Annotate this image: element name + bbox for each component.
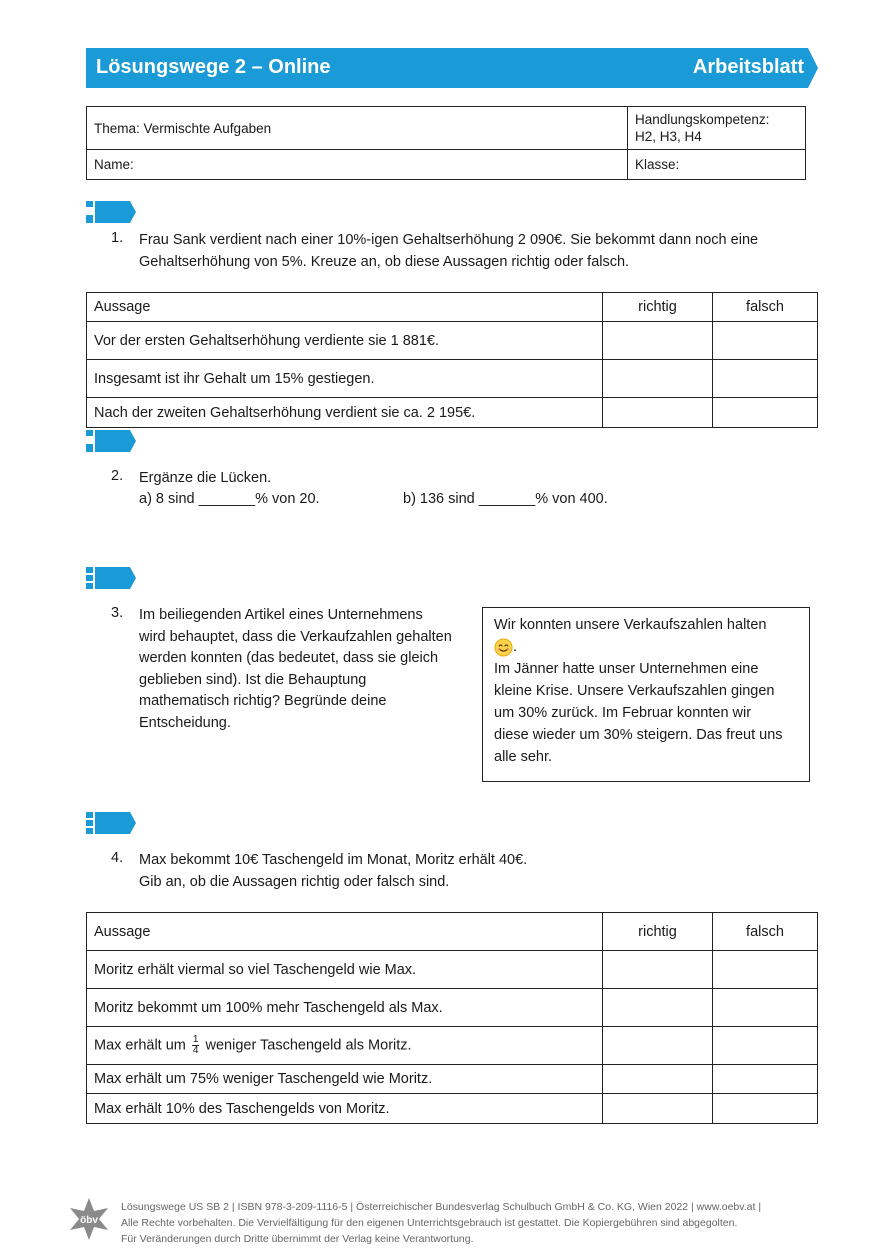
task-2-part-b: b) 136 sind _______% von 400. [403, 491, 608, 507]
name-field[interactable]: Name: [87, 150, 628, 180]
info-table [86, 106, 806, 180]
article-box [482, 607, 810, 782]
footer-legal [121, 1199, 761, 1247]
smiley-icon [494, 638, 513, 657]
competence-cell [628, 107, 806, 150]
task-1-line: Gehaltserhöhung von 5%. Kreuze an, ob diese Aussagen richtig oder falsch. [139, 253, 630, 270]
false-checkbox[interactable] [713, 398, 818, 428]
logo-text: öbv [80, 1215, 98, 1226]
false-checkbox[interactable] [713, 1094, 818, 1124]
statement-cell: Max erhält 10% des Taschengelds von Moritz. [87, 1094, 603, 1124]
true-checkbox[interactable] [603, 322, 713, 360]
statement-cell-fraction [87, 1027, 603, 1065]
task-3-number: 3. [111, 605, 124, 621]
table-header-false: falsch [713, 913, 818, 951]
statement-cell: Vor der ersten Gehaltserhöhung verdiente sie 1 881€. [87, 322, 603, 360]
table-header-statement: Aussage [87, 913, 603, 951]
task-1-text [139, 230, 758, 273]
false-checkbox[interactable] [713, 322, 818, 360]
statement-cell: Moritz erhält viermal so viel Taschengeld wie Max. [87, 951, 603, 989]
competence-values: H2, H3, H4 [635, 129, 702, 144]
fraction-numerator: 1 [192, 1034, 199, 1045]
false-checkbox[interactable] [713, 989, 818, 1027]
task-4-number: 4. [111, 850, 124, 866]
table-header-false: falsch [713, 293, 818, 322]
statement-cell: Insgesamt ist ihr Gehalt um 15% gestiegen. [87, 360, 603, 398]
table-header-true: richtig [603, 913, 713, 951]
article-line: alle sehr. [494, 749, 553, 765]
task-3-line: wird behauptet, dass die Verkaufzahlen gehalten [139, 628, 452, 645]
fraction-one-quarter [192, 1035, 200, 1056]
task-2-number: 2. [111, 468, 124, 484]
task-2-text: Ergänze die Lücken. [139, 470, 272, 486]
level-1-marker-icon [86, 201, 136, 223]
true-checkbox[interactable] [603, 989, 713, 1027]
task-3-text [139, 605, 452, 734]
true-checkbox[interactable] [603, 1065, 713, 1094]
document-title: Lösungswege 2 – Online [96, 56, 331, 78]
topic-cell: Thema: Vermischte Aufgaben [87, 107, 628, 150]
footer-line: Alle Rechte vorbehalten. Die Vervielfältigung für den eigenen Unterrichtsgebrauch ist gestattet. Die Kopiergebühren sind abgegolten. [121, 1217, 738, 1229]
article-line: Wir konnten unsere Verkaufszahlen halten [494, 617, 767, 633]
task-3-line: geblieben sind). Ist die Behauptung [139, 671, 367, 688]
footer-line: Lösungswege US SB 2 | ISBN 978-3-209-1116-5 | Österreichischer Bundesverlag Schulbuch GmbH & Co. KG, Wien 2022 | www.oebv.at | [121, 1201, 762, 1213]
level-1-marker-icon [86, 430, 136, 452]
fraction-denominator: 4 [192, 1045, 199, 1056]
header-banner [86, 48, 818, 88]
level-3-marker-icon [86, 812, 136, 834]
task-3-line: werden konnten (das bedeutet, dass sie gleich [139, 650, 439, 666]
true-checkbox[interactable] [603, 1027, 713, 1065]
fraction-text-after: weniger Taschengeld als Moritz. [205, 1037, 412, 1054]
oebv-logo-icon [66, 1196, 112, 1242]
true-checkbox[interactable] [603, 398, 713, 428]
true-checkbox[interactable] [603, 360, 713, 398]
task-4-text [139, 850, 527, 893]
table-header-true: richtig [603, 293, 713, 322]
task-1-number: 1. [111, 230, 124, 246]
statement-cell: Moritz bekommt um 100% mehr Taschengeld als Max. [87, 989, 603, 1027]
false-checkbox[interactable] [713, 1027, 818, 1065]
false-checkbox[interactable] [713, 951, 818, 989]
table-header-statement: Aussage [87, 293, 603, 322]
true-checkbox[interactable] [603, 1094, 713, 1124]
false-checkbox[interactable] [713, 360, 818, 398]
class-field[interactable]: Klasse: [628, 150, 806, 180]
task-1-table [86, 292, 818, 428]
statement-cell: Max erhält um 75% weniger Taschengeld wie Moritz. [87, 1065, 603, 1094]
article-period: . [513, 639, 518, 655]
statement-cell: Nach der zweiten Gehaltserhöhung verdient sie ca. 2 195€. [87, 398, 603, 428]
article-smiley-line [494, 636, 798, 658]
article-line: diese wieder um 30% steigern. Das freut uns [494, 727, 783, 743]
article-line: kleine Krise. Unsere Verkaufszahlen gingen [494, 683, 775, 699]
competence-label: Handlungskompetenz: [635, 112, 770, 127]
task-2-part-a: a) 8 sind _______% von 20. [139, 491, 320, 507]
task-4-line: Gib an, ob die Aussagen richtig oder falsch sind. [139, 873, 450, 890]
article-line: um 30% zurück. Im Februar konnten wir [494, 705, 752, 721]
article-line: Im Jänner hatte unser Unternehmen eine [494, 661, 759, 677]
task-4-line: Max bekommt 10€ Taschengeld im Monat, Moritz erhält 40€. [139, 852, 528, 868]
footer-line: Für Veränderungen durch Dritte übernimmt der Verlag keine Verantwortung. [121, 1233, 474, 1245]
fraction-text-before: Max erhält um [94, 1037, 186, 1054]
true-checkbox[interactable] [603, 951, 713, 989]
task-3-line: Entscheidung. [139, 714, 231, 731]
task-3-line: Im beiliegenden Artikel eines Unternehmens [139, 607, 423, 623]
level-2-marker-icon [86, 567, 136, 589]
false-checkbox[interactable] [713, 1065, 818, 1094]
task-4-table [86, 912, 818, 1124]
document-type: Arbeitsblatt [692, 56, 804, 78]
task-3-line: mathematisch richtig? Begründe deine [139, 693, 387, 709]
task-1-line: Frau Sank verdient nach einer 10%-igen Gehaltserhöhung 2 090€. Sie bekommt dann noch eine [139, 232, 759, 248]
